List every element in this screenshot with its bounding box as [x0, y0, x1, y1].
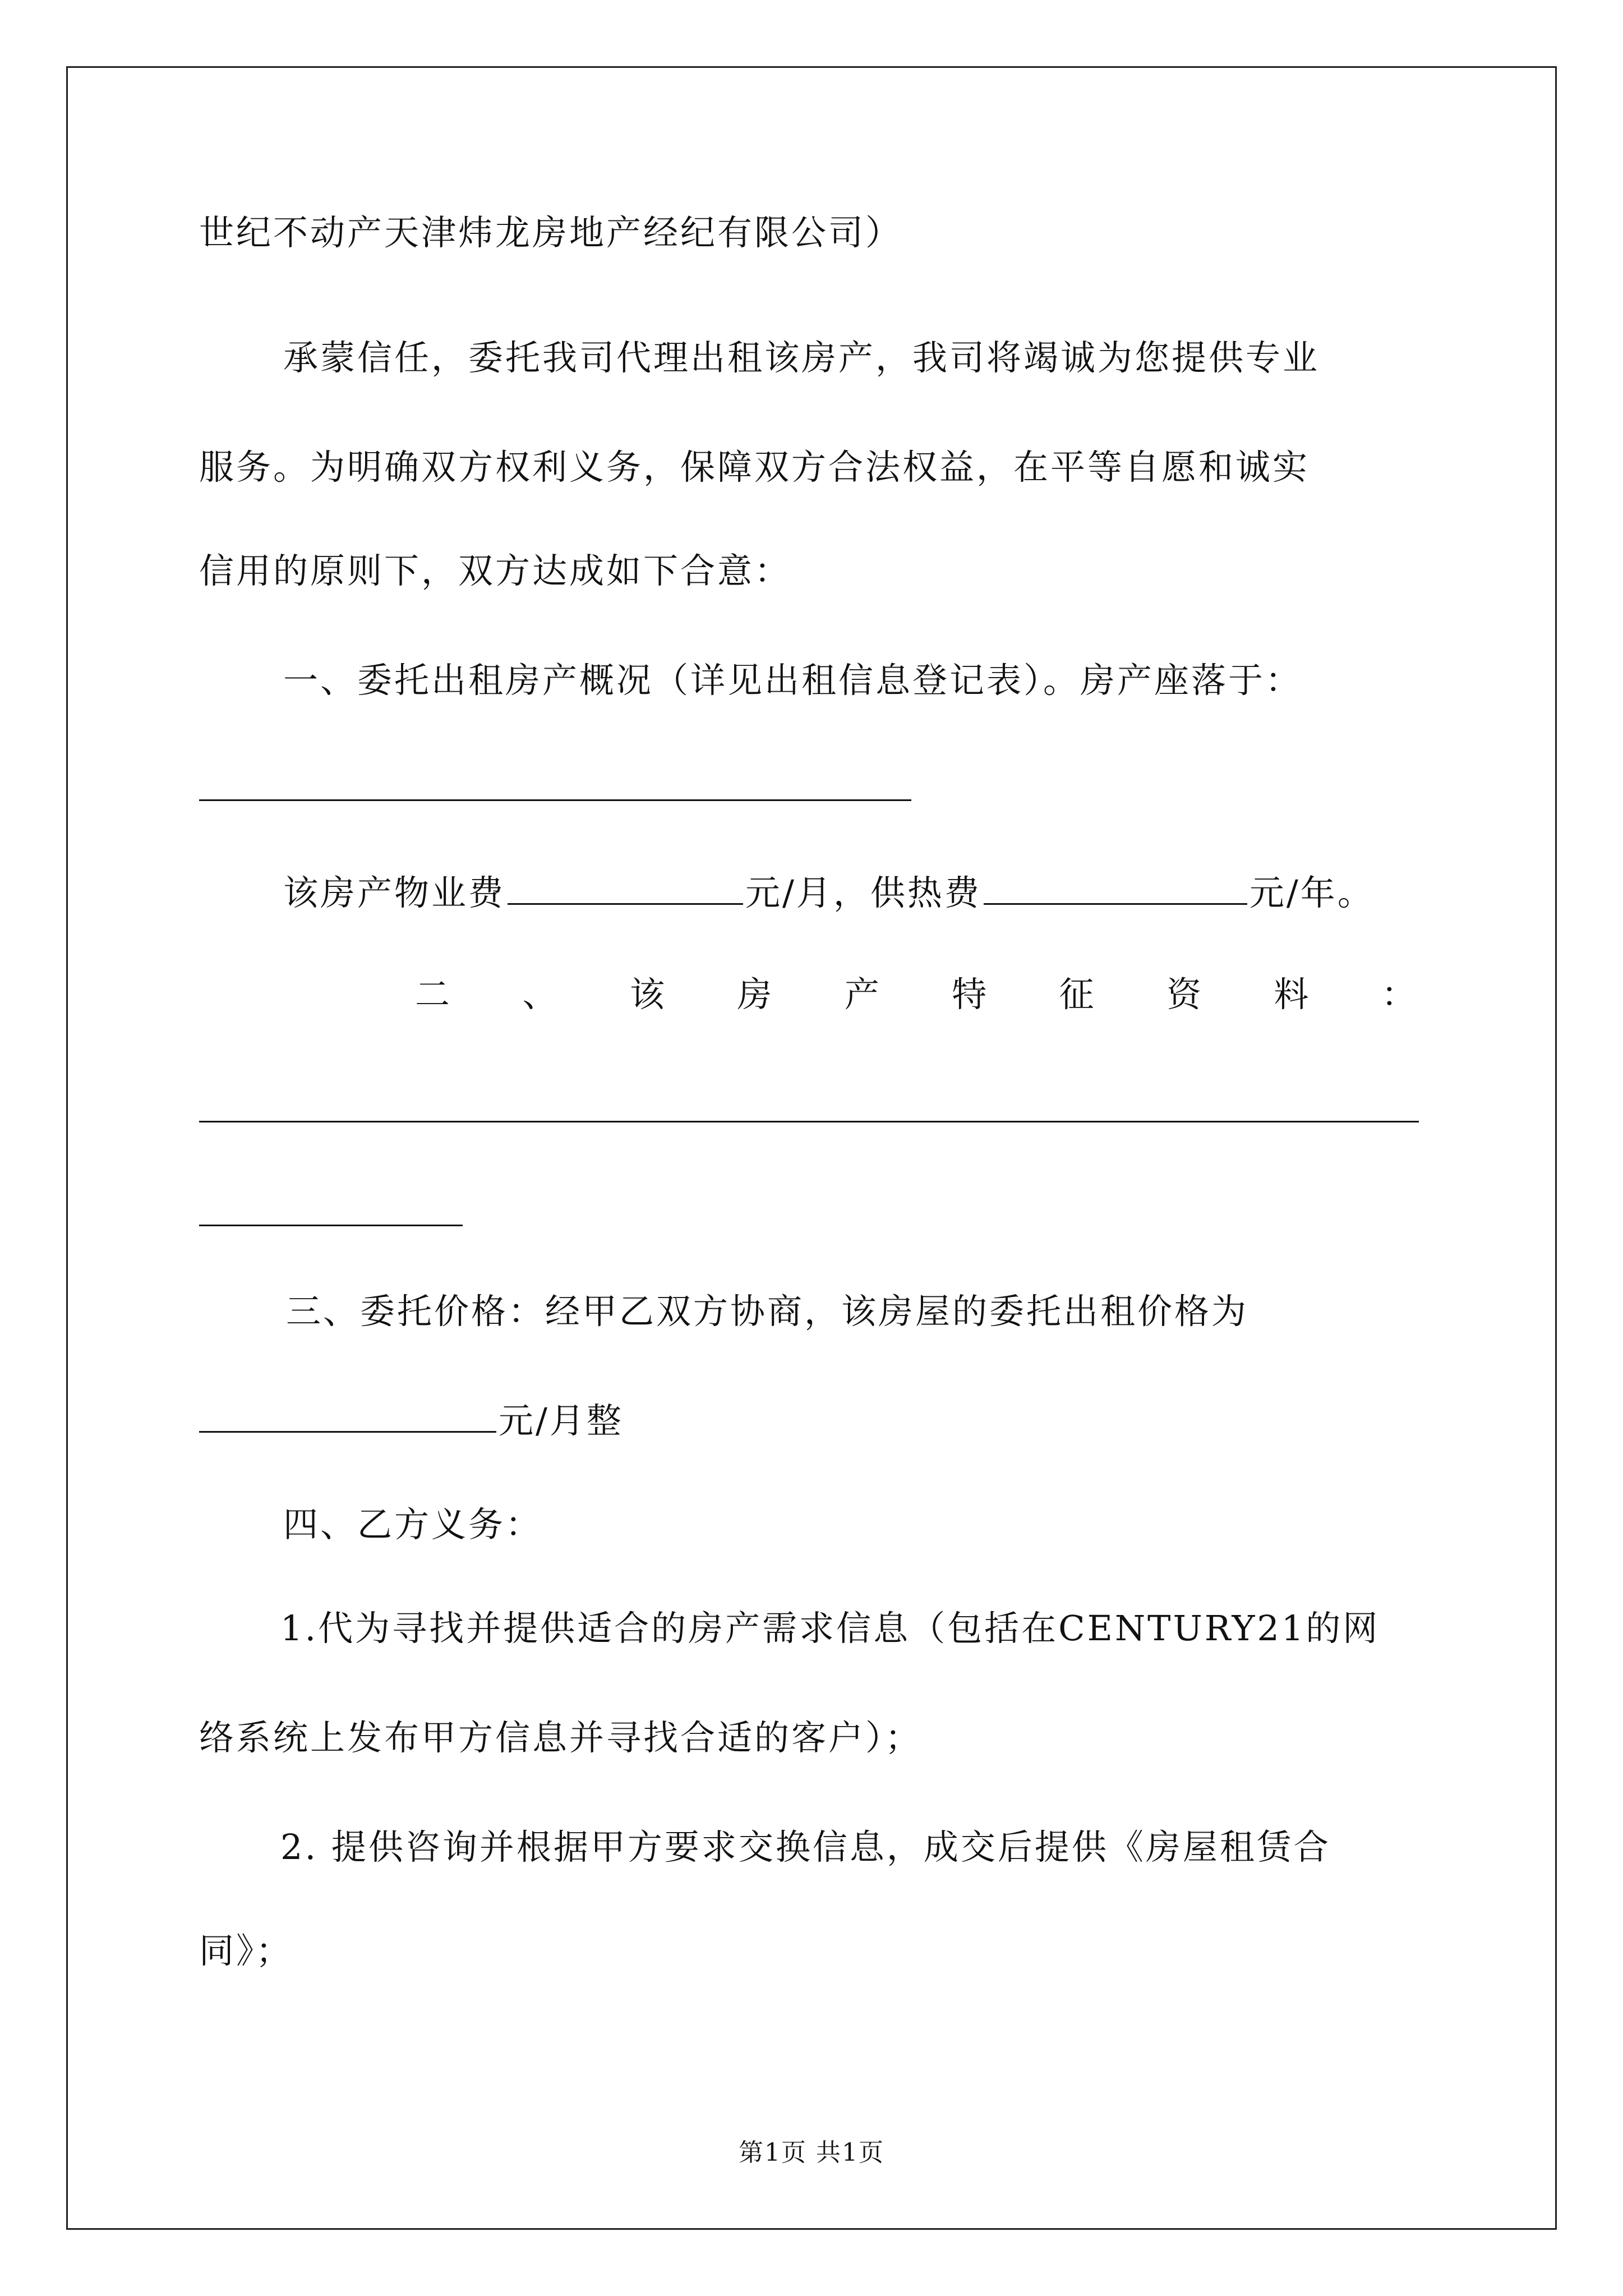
item-2-line-1: 2. 提供咨询并根据甲方要求交换信息，成交后提供《房屋租赁合 — [280, 1826, 1331, 1867]
section-2-char: ： — [1381, 974, 1416, 1015]
paragraph-intro-line-2: 服务。为明确双方权利义务，保障双方合法权益，在平等自愿和诚实 — [199, 447, 1310, 487]
text-line-company: 世纪不动产天津炜龙房地产经纪有限公司） — [199, 212, 903, 253]
fee-label-property: 该房产物业费 — [283, 872, 506, 913]
item-2-line-2: 同》； — [199, 1930, 293, 1971]
section-3-heading: 三、委托价格：经甲乙双方协商，该房屋的委托出租价格为 — [286, 1291, 1249, 1332]
section-2-char: 产 — [844, 974, 879, 1015]
paragraph-intro-line-1: 承蒙信任，委托我司代理出租该房产，我司将竭诚为您提供专业 — [283, 337, 1320, 378]
section-2-char: 资 — [1166, 974, 1202, 1015]
section-2-heading — [415, 972, 1416, 1017]
fee-line — [283, 871, 1375, 915]
blank-property-fee — [508, 871, 743, 905]
section-2-char: 、 — [522, 974, 557, 1015]
item-1-line-2: 络系统上发布甲方信息并寻找合适的客户）； — [199, 1717, 923, 1758]
section-2-char: 料 — [1274, 974, 1309, 1015]
paragraph-intro-line-3: 信用的原则下，双方达成如下合意： — [199, 550, 792, 591]
blank-features-line-1 — [199, 1121, 1419, 1122]
blank-price — [199, 1398, 496, 1433]
section-2-char: 二 — [415, 974, 450, 1015]
price-unit: 元/月整 — [499, 1400, 624, 1441]
blank-address — [199, 799, 911, 801]
section-2-char: 征 — [1059, 974, 1094, 1015]
price-line — [199, 1398, 624, 1443]
page-footer: 第1页 共1页 — [739, 2138, 884, 2167]
fee-label-heating: 元/月，供热费 — [745, 872, 981, 913]
section-2-char: 特 — [952, 974, 987, 1015]
item-1-line-1: 1.代为寻找并提供适合的房产需求信息（包括在CENTURY21的网 — [280, 1608, 1380, 1649]
page-border — [66, 66, 1557, 2230]
blank-heating-fee — [984, 871, 1247, 905]
blank-features-line-2 — [199, 1225, 463, 1226]
fee-label-year: 元/年。 — [1249, 872, 1375, 913]
section-2-char: 房 — [737, 974, 772, 1015]
section-1-heading: 一、委托出租房产概况（详见出租信息登记表）。房产座落于： — [283, 660, 1303, 701]
section-4-heading: 四、乙方义务： — [283, 1504, 543, 1545]
section-2-char: 该 — [629, 974, 665, 1015]
